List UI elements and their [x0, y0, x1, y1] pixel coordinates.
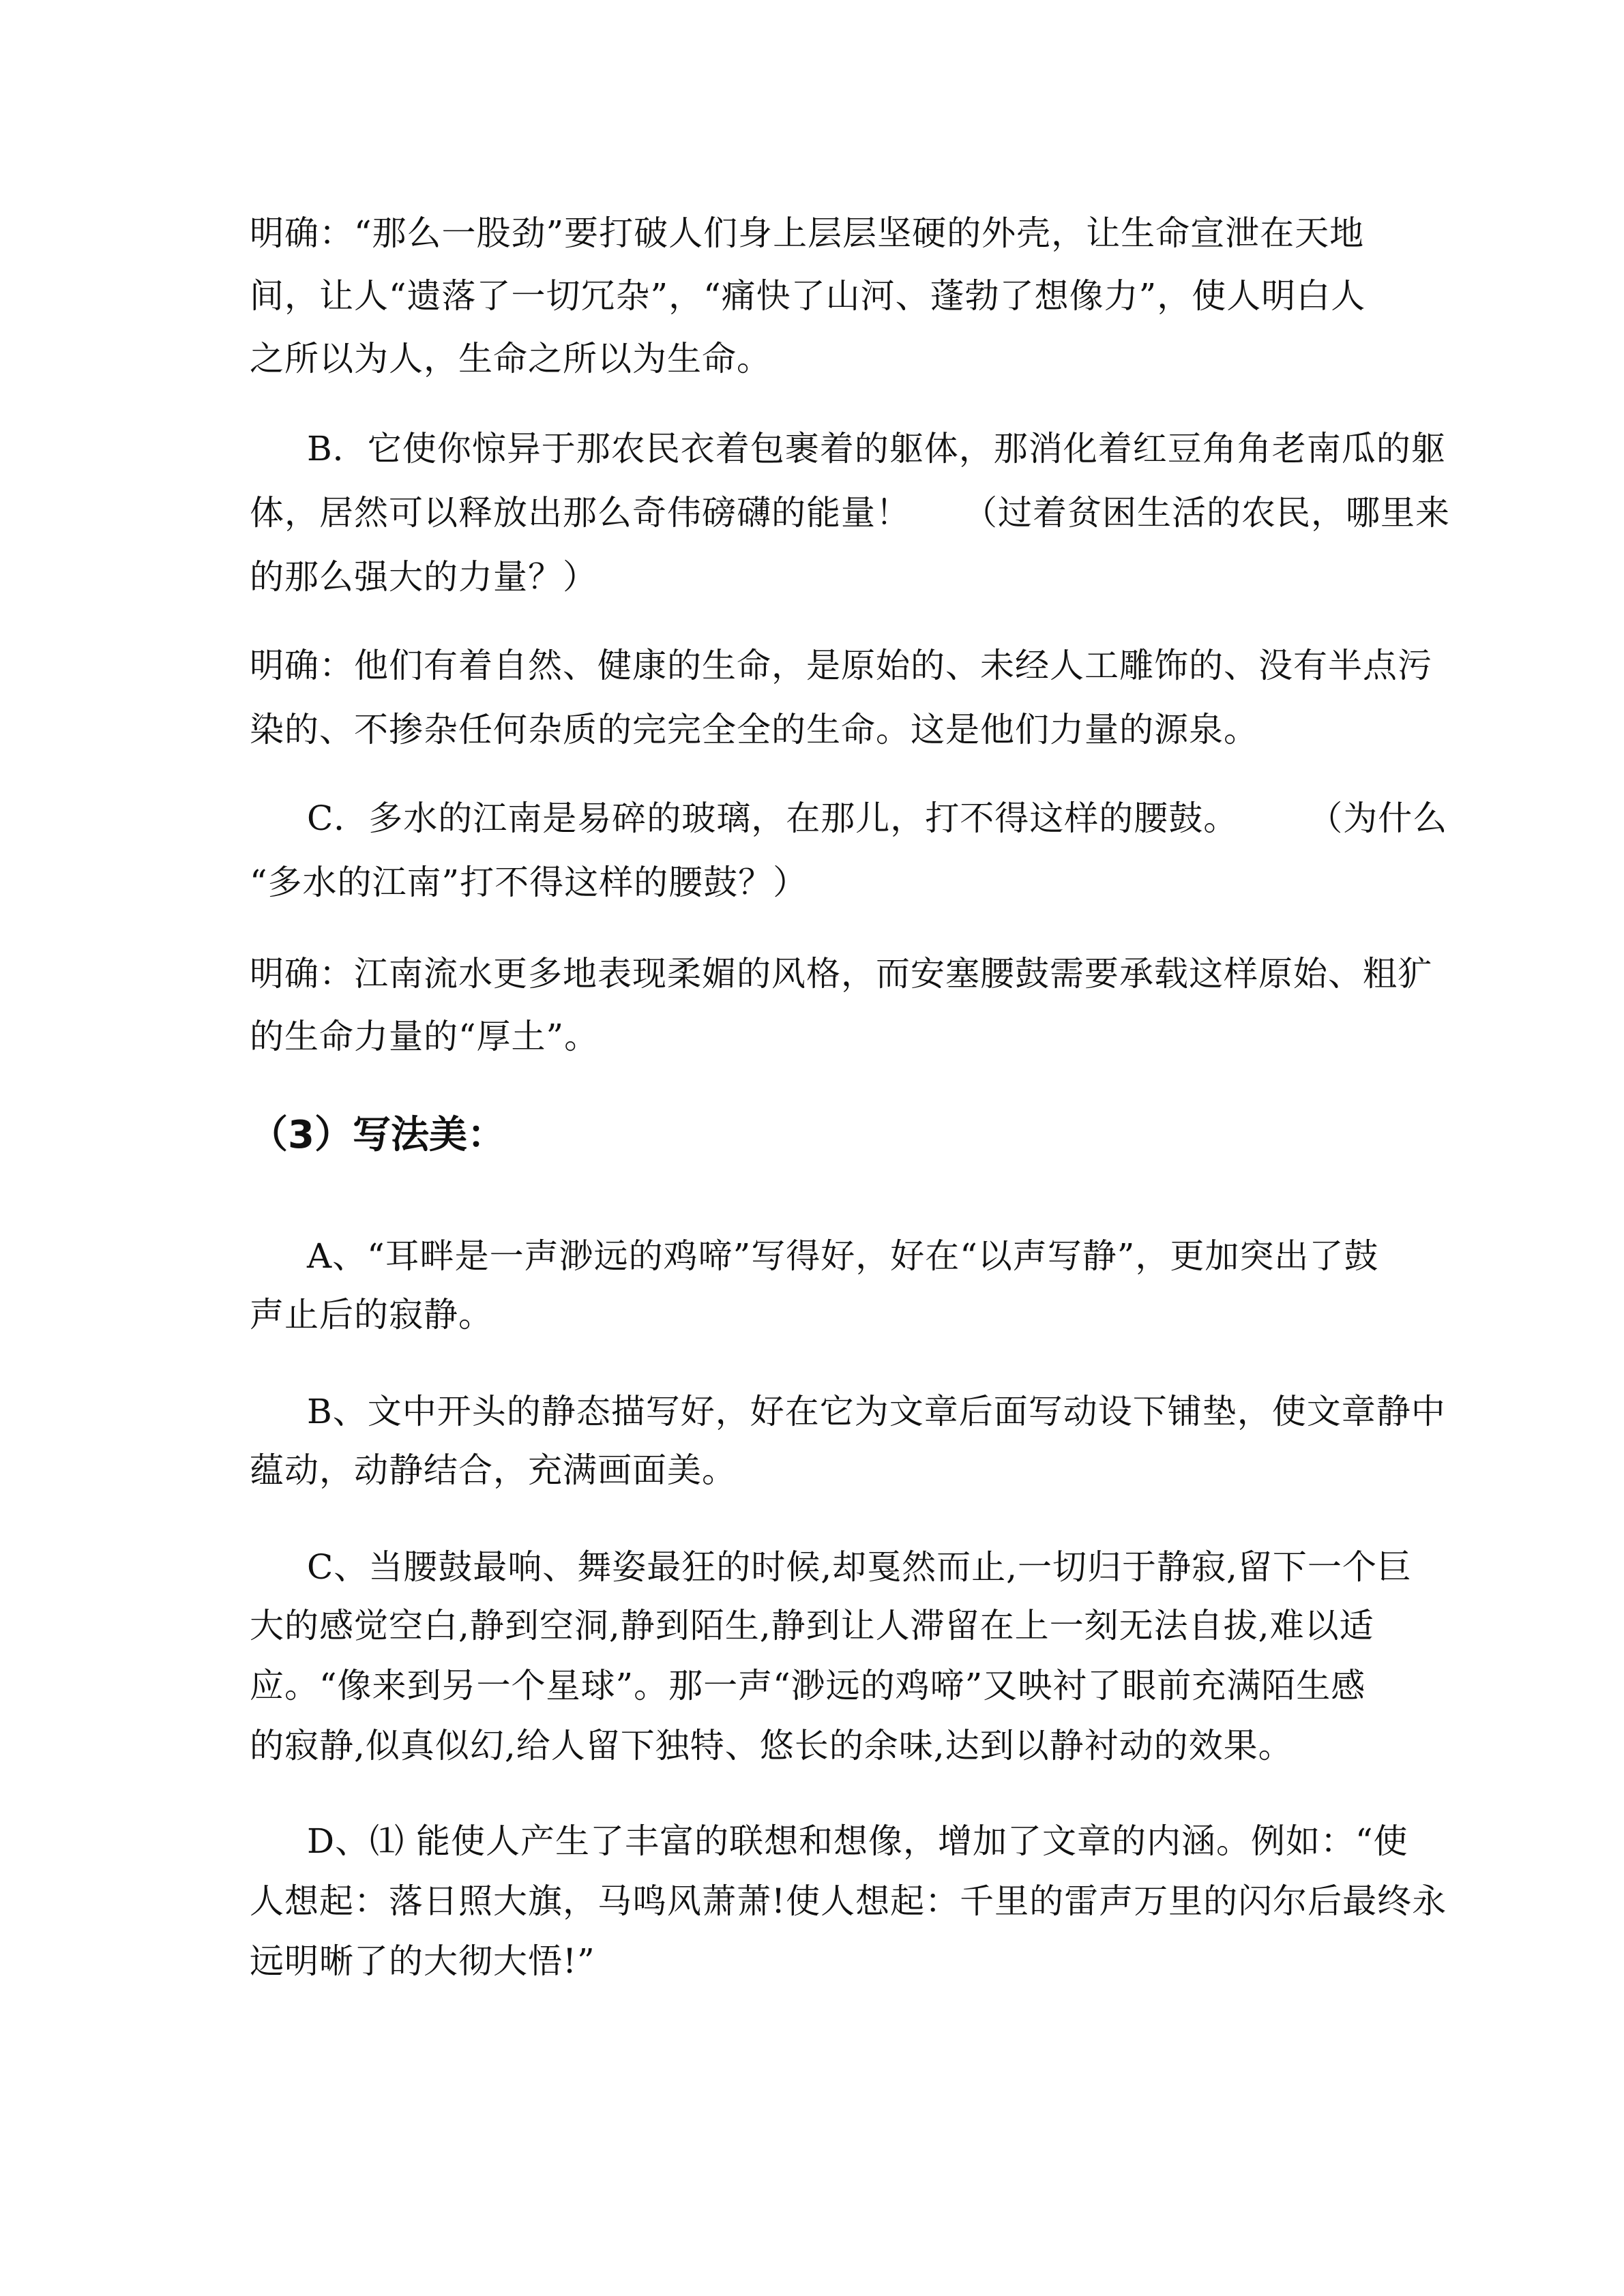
- writing-point-line: 大的感觉空白,静到空洞,静到陌生,静到让人滞留在上一刻无法自拔,难以适: [250, 1606, 1374, 1645]
- paragraph-line: 明确：“那么一股劲”要打破人们身上层层坚硬的外壳，让生命宣泄在天地: [250, 213, 1365, 253]
- paragraph-line: C．多水的江南是易碎的玻璃，在那儿，打不得这样的腰鼓。 （为什么: [307, 799, 1448, 838]
- writing-point-line: 远明晰了的大彻大悟!”: [250, 1941, 595, 1981]
- writing-point-line: D、⑴ 能使人产生了丰富的联想和想像，增加了文章的内涵。例如：“使: [307, 1821, 1408, 1861]
- writing-point-line: 人想起：落日照大旗，马鸣风萧萧!使人想起：千里的雷声万里的闪尔后最终永: [250, 1881, 1447, 1921]
- writing-point-line: 的寂静,似真似幻,给人留下独特、悠长的余味,达到以静衬动的效果。: [250, 1726, 1293, 1765]
- writing-point-line: 蕴动，动静结合，充满画面美。: [250, 1450, 737, 1490]
- paragraph-line: 体，居然可以释放出那么奇伟磅礴的能量！ （过着贫困生活的农民，哪里来: [250, 493, 1450, 533]
- paragraph-line: 明确：江南流水更多地表现柔媚的风格，而安塞腰鼓需要承载这样原始、粗犷: [250, 954, 1432, 994]
- paragraph-line: B．它使你惊异于那农民衣着包裹着的躯体，那消化着红豆角角老南瓜的躯: [307, 429, 1446, 468]
- paragraph-line: 之所以为人，生命之所以为生命。: [250, 339, 771, 378]
- paragraph-line: 染的、不掺杂任何杂质的完完全全的生命。这是他们力量的源泉。: [250, 710, 1258, 749]
- paragraph-line: 间，让人“遗落了一切冗杂”，“痛快了山河、蓬勃了想像力”，使人明白人: [250, 276, 1366, 316]
- paragraph-line: 的那么强大的力量？）: [250, 557, 597, 597]
- paragraph-line: 明确：他们有着自然、健康的生命，是原始的、未经人工雕饰的、没有半点污: [250, 646, 1432, 685]
- writing-point-line: C、当腰鼓最响、舞姿最狂的时候,却戛然而止,一切归于静寂,留下一个巨: [307, 1547, 1412, 1587]
- writing-point-line: B、文中开头的静态描写好，好在它为文章后面写动设下铺垫，使文章静中: [307, 1392, 1446, 1431]
- paragraph-line: 的生命力量的“厚土”。: [250, 1017, 600, 1056]
- section-heading: （3）写法美：: [250, 1113, 505, 1157]
- writing-point-line: A、“耳畔是一声渺远的鸡啼”写得好，好在“以声写静”，更加突出了鼓: [307, 1236, 1379, 1276]
- writing-point-line: 应。“像来到另一个星球”。那一声“渺远的鸡啼”又映衬了眼前充满陌生感: [250, 1666, 1366, 1705]
- writing-point-line: 声止后的寂静。: [250, 1295, 493, 1335]
- paragraph-line: “多水的江南”打不得这样的腰鼓？）: [250, 863, 808, 902]
